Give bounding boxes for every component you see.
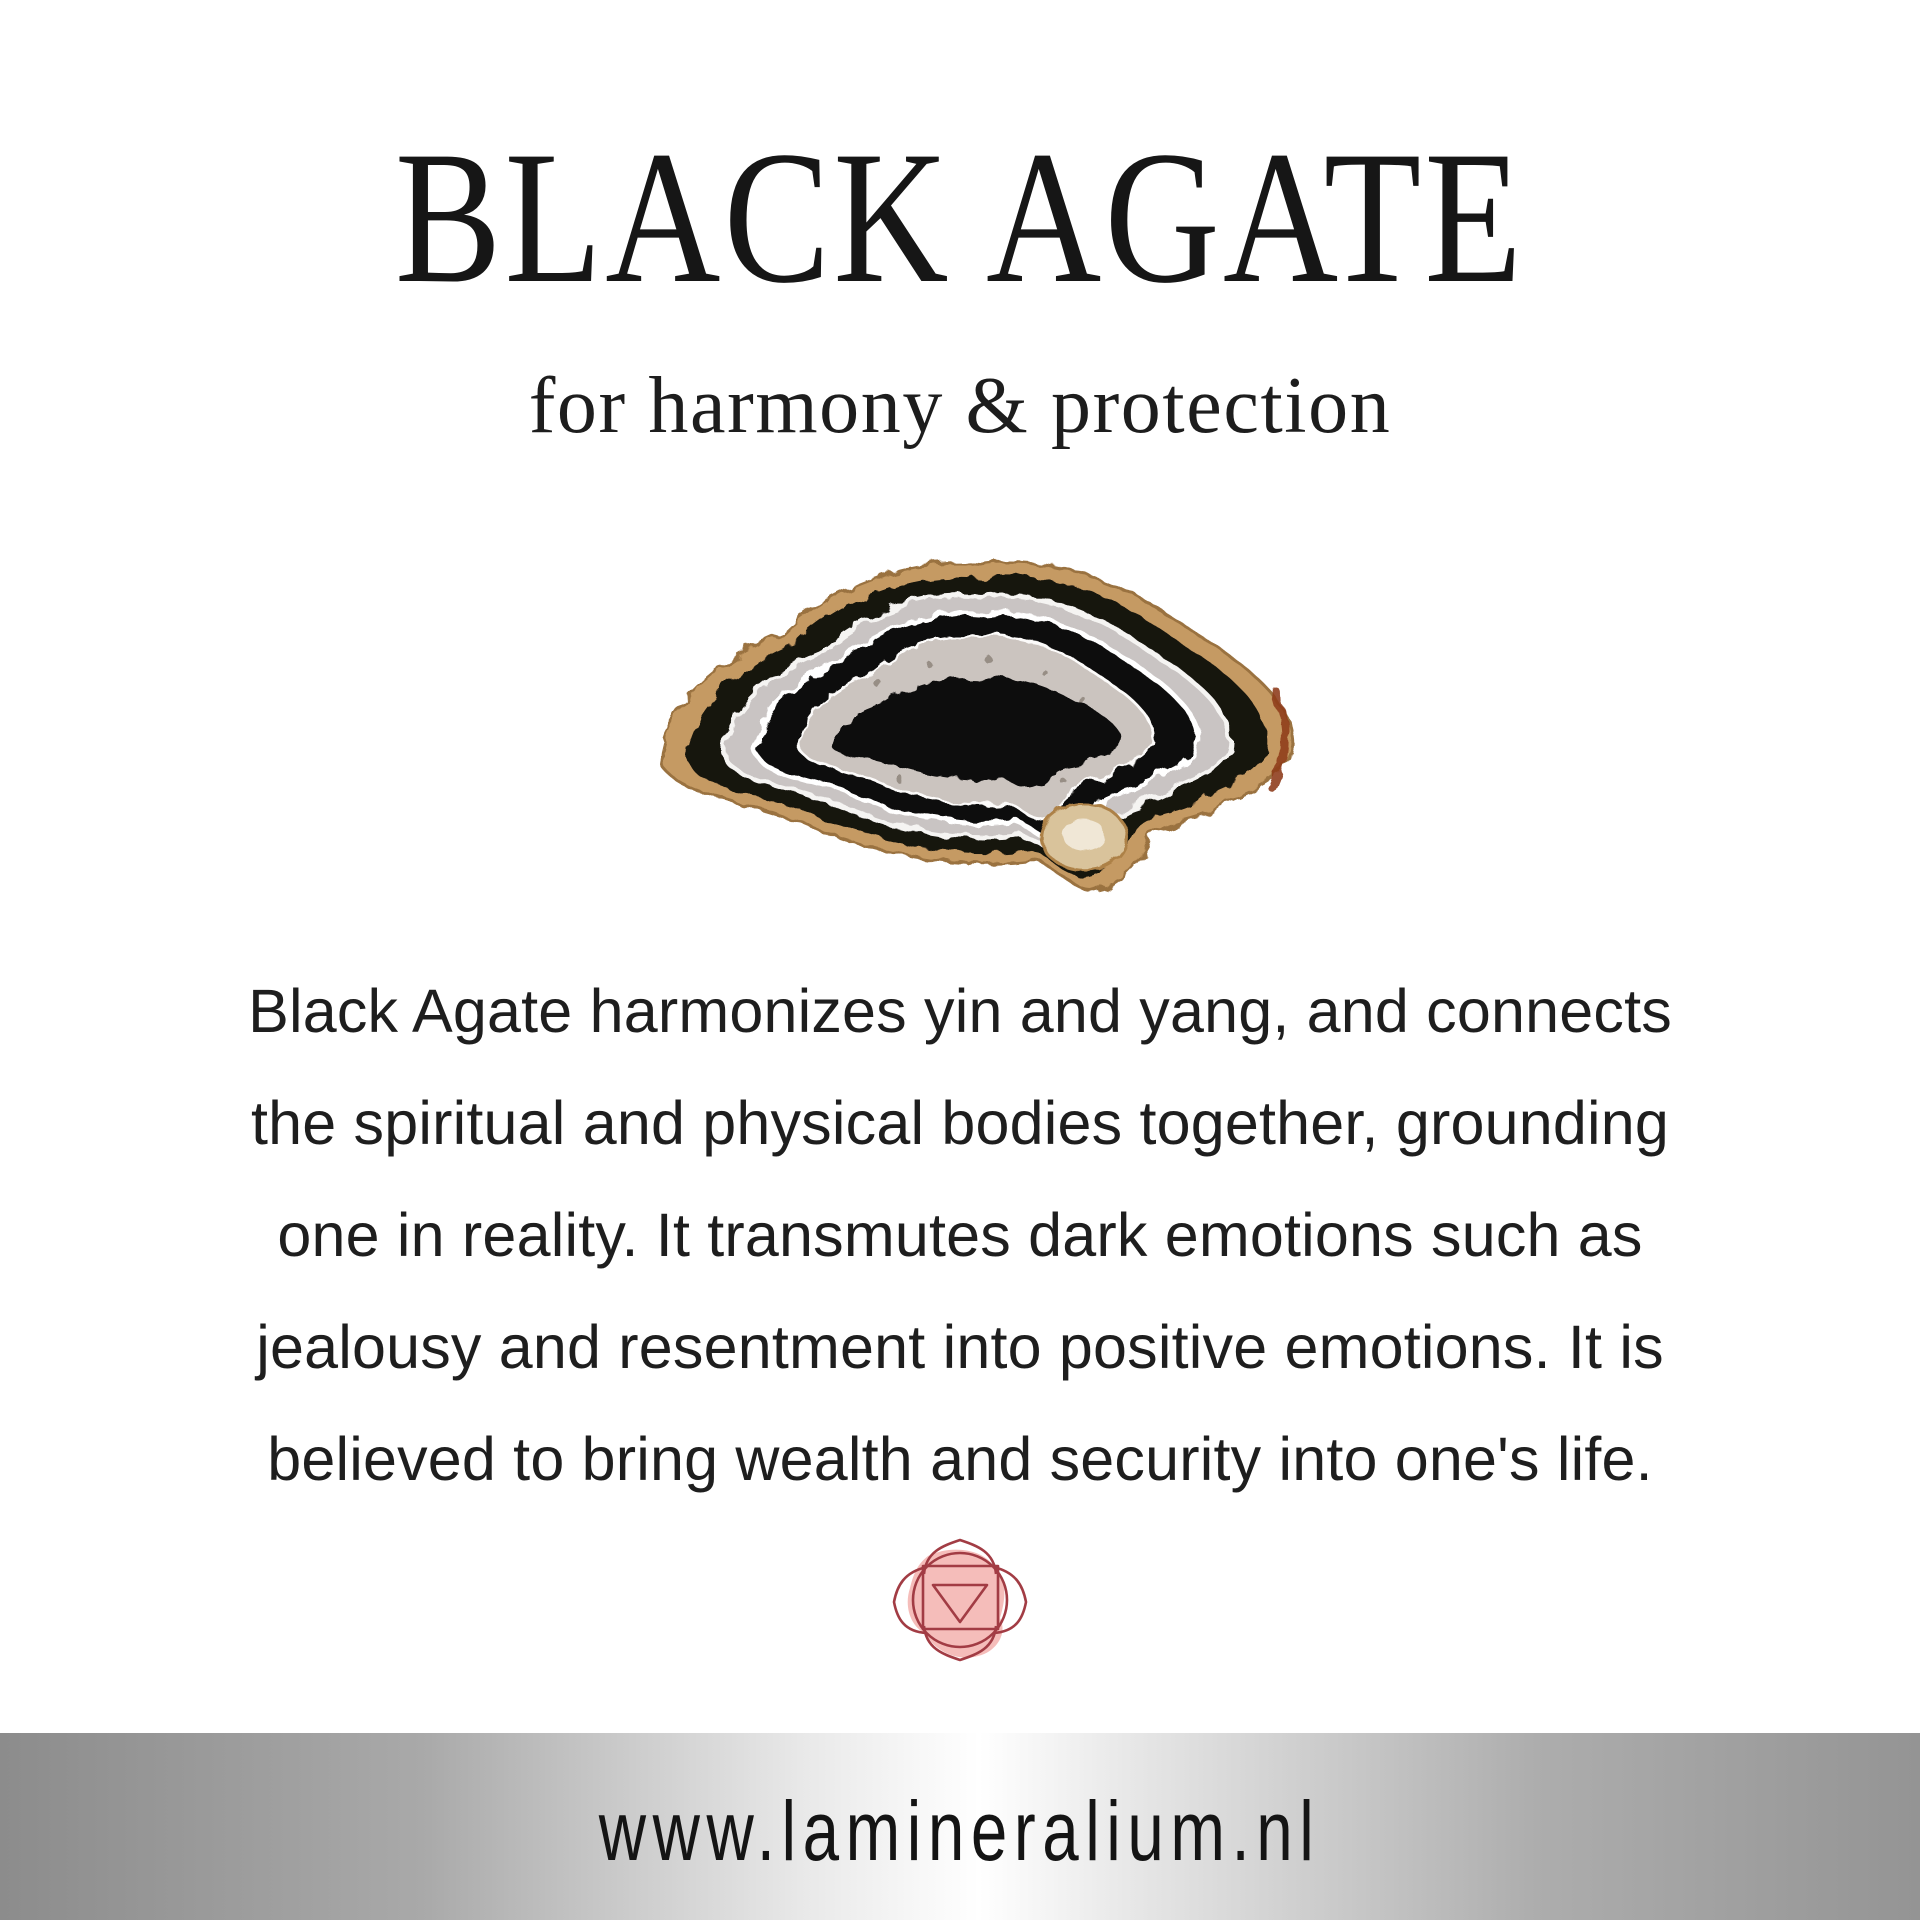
body-line: one in reality. It transmutes dark emotions such as <box>277 1201 1643 1269</box>
agate-bands <box>661 562 1293 889</box>
body-line: Black Agate harmonizes yin and yang, and connects <box>248 977 1672 1045</box>
page-subtitle: for harmony & protection <box>528 362 1392 450</box>
root-chakra-icon <box>890 1534 1030 1674</box>
black-agate-slice-image <box>630 535 1320 915</box>
agate-crystal-pocket <box>1041 804 1127 870</box>
body-paragraph <box>110 955 1810 1515</box>
body-line: believed to bring wealth and security into one's life. <box>267 1425 1653 1493</box>
footer-bar <box>0 1733 1920 1920</box>
body-line: jealousy and resentment into positive emotions. It is <box>256 1313 1664 1381</box>
page-title: BLACK AGATE <box>394 113 1526 323</box>
footer-url: www.lamineralium.nl <box>599 1784 1321 1878</box>
body-line: the spiritual and physical bodies together, grounding <box>251 1089 1669 1157</box>
